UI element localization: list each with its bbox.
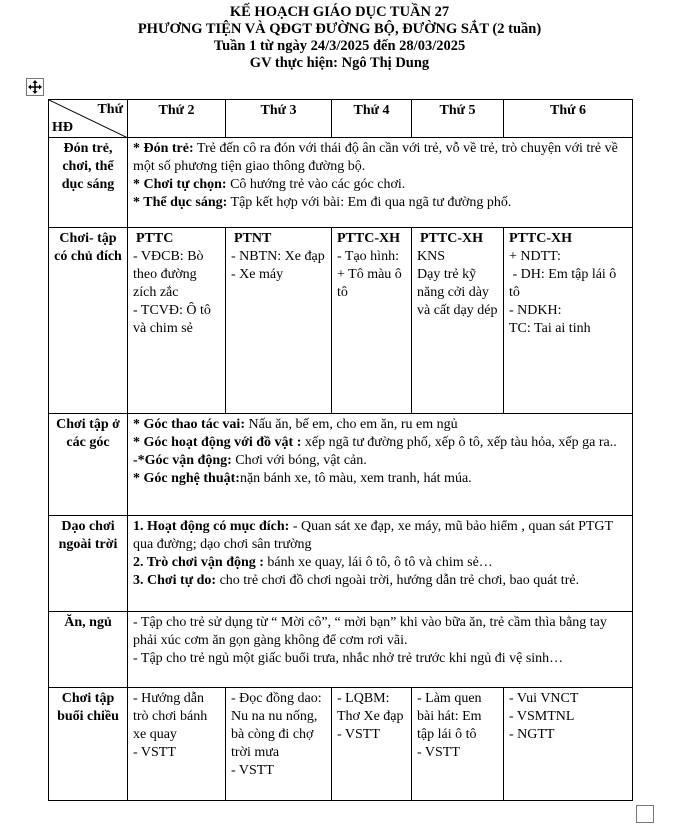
dao-choi-line-3: 3. Chơi tự do: cho trẻ chơi đồ chơi ngoài trời, hướng dẫn trẻ chơi, bao quát trẻ. <box>133 573 580 588</box>
row-don-tre <box>49 138 633 228</box>
row-label-choi-tap: Chơi- tập có chủ đích <box>49 228 128 414</box>
an-ngu-line-1: - Tập cho trẻ sử dụng từ “ Mời cô”, “ mời bạn” khi vào bữa ăn, trẻ cầm thìa bằng tay phải xúc cơm ăn gọn gàng không để cơm rơi vãi. <box>133 615 607 648</box>
row-choi-tap <box>49 228 633 414</box>
table-resize-handle[interactable] <box>636 805 654 823</box>
plan-teacher: GV thực hiện: Ngô Thị Dung <box>249 55 430 71</box>
buoi-chieu-thu: - Làm quen bài hát: Em tập lái ô tô - VSTT <box>412 688 504 801</box>
don-tre-content <box>128 138 633 228</box>
choi-tap-tue: PTNT - NBTN: Xe đạp - Xe máy <box>226 228 332 414</box>
buoi-chieu-mon: - Hướng dẫn trò chơi bánh xe quay - VSTT <box>128 688 226 801</box>
day-header-thu: Thứ 5 <box>412 100 504 138</box>
buoi-chieu-wed: - LQBM: Thơ Xe đạp - VSTT <box>332 688 412 801</box>
choi-tap-mon: PTTC - VĐCB: Bò theo đường zích zắc - TCVĐ: Ô tô và chim sẻ <box>128 228 226 414</box>
dao-choi-line-1: 1. Hoạt động có mục đích: - Quan sát xe đạp, xe máy, mũ bảo hiểm , quan sát PTGT qua đường; dạo chơi sân trường <box>133 519 613 552</box>
document-header <box>0 4 679 72</box>
row-label-choi-goc: Chơi tập ở các góc <box>49 414 128 516</box>
don-tre-line-2: * Chơi tự chọn: Cô hướng trẻ vào các góc chơi. <box>133 177 406 192</box>
plan-week-dates: Tuần 1 từ ngày 24/3/2025 đến 28/03/2025 <box>213 38 466 54</box>
row-an-ngu <box>49 612 633 688</box>
table-move-handle[interactable] <box>26 78 44 96</box>
corner-activity-label: HĐ <box>52 120 73 135</box>
don-tre-line-1: * Đón trẻ: Trẻ đến cô ra đón với thái độ ân cần với trẻ, vỗ về trẻ, trò chuyện với trẻ về một số phương tiện giao thông đường bộ. <box>133 141 618 174</box>
day-header-wed: Thứ 4 <box>332 100 412 138</box>
day-header-mon: Thứ 2 <box>128 100 226 138</box>
choi-tap-thu: PTTC-XH KNS Dạy trẻ kỹ năng cởi dày và cất dạy dép <box>412 228 504 414</box>
plan-topic: PHƯƠNG TIỆN VÀ QĐGT ĐƯỜNG BỘ, ĐƯỜNG SẮT (2 tuần) <box>137 21 542 37</box>
choi-goc-line-2: * Góc hoạt động với đồ vật : xếp ngã tư đường phố, xếp ô tô, xếp tàu hỏa, xếp ga ra.. <box>133 435 617 450</box>
corner-cell <box>49 100 128 138</box>
don-tre-line-3: * Thể dục sáng: Tập kết hợp với bài: Em đi qua ngã tư đường phố. <box>133 195 512 210</box>
row-label-dao-choi: Dạo chơi ngoài trời <box>49 516 128 612</box>
an-ngu-line-2: - Tập cho trẻ ngủ một giấc buổi trưa, nhắc nhở trẻ trước khi ngủ đi vệ sinh… <box>133 651 564 666</box>
dao-choi-line-2: 2. Trò chơi vận động : bánh xe quay, lái ô tô, ô tô và chim sẻ… <box>133 555 493 570</box>
row-label-buoi-chieu: Chơi tập buổi chiều <box>49 688 128 801</box>
move-arrows-icon <box>28 80 42 94</box>
dao-choi-content <box>128 516 633 612</box>
choi-goc-line-3: -*Góc vận động: Chơi với bóng, vật cản. <box>133 453 367 468</box>
row-buoi-chieu <box>49 688 633 801</box>
weekly-plan-table <box>48 99 633 801</box>
corner-day-label: Thứ <box>97 102 123 117</box>
day-header-fri: Thứ 6 <box>504 100 633 138</box>
choi-goc-line-1: * Góc thao tác vai: Nấu ăn, bế em, cho em ăn, ru em ngủ <box>133 417 458 432</box>
buoi-chieu-tue: - Đọc đồng dao: Nu na nu nống, bà còng đi chợ trời mưa - VSTT <box>226 688 332 801</box>
choi-tap-wed: PTTC-XH - Tạo hình: + Tô màu ô tô <box>332 228 412 414</box>
row-label-an-ngu: Ăn, ngủ <box>49 612 128 688</box>
an-ngu-content <box>128 612 633 688</box>
choi-goc-line-4: * Góc nghệ thuật:nặn bánh xe, tô màu, xem tranh, hát múa. <box>133 471 472 486</box>
row-label-don-tre: Đón trẻ, chơi, thể dục sáng <box>49 138 128 228</box>
row-dao-choi <box>49 516 633 612</box>
day-header-tue: Thứ 3 <box>226 100 332 138</box>
choi-tap-fri: PTTC-XH + NDTT: - DH: Em tập lái ô tô - NDKH: TC: Tai ai tinh <box>504 228 633 414</box>
choi-goc-content <box>128 414 633 516</box>
buoi-chieu-fri: - Vui VNCT - VSMTNL - NGTT <box>504 688 633 801</box>
days-header-row <box>49 100 633 138</box>
plan-title: KẾ HOẠCH GIÁO DỤC TUẦN 27 <box>229 4 450 20</box>
row-choi-goc <box>49 414 633 516</box>
